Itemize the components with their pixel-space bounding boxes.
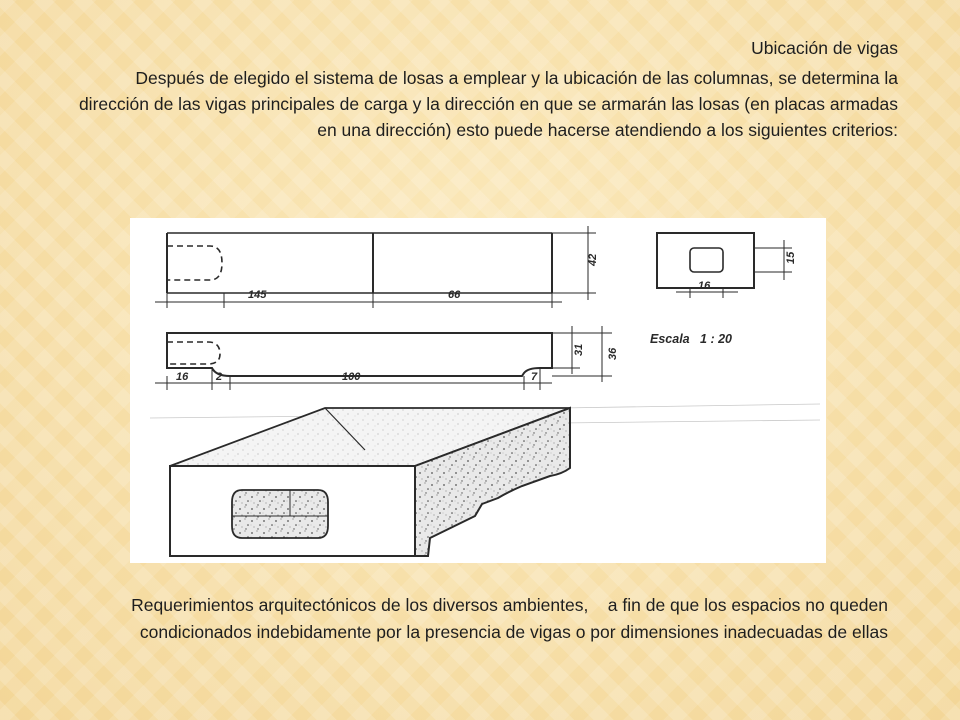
slide-title: Ubicación de vigas [751, 38, 898, 58]
beam-technical-drawing [130, 218, 826, 563]
dim-label-36: 36 [607, 347, 619, 360]
elevation-bottom-view [155, 326, 612, 390]
dim-label-2: 2 [216, 371, 223, 383]
dim-label-42: 42 [587, 253, 599, 266]
dim-label-15: 15 [785, 251, 797, 264]
criteria-paragraph: Requerimientos arquitectónicos de los diversos ambientes, a fin de que los espacios no queden condicionados indebidamente por la presencia de vigas o por dimensiones inadecuadas de ellas [131, 595, 893, 642]
cross-section-view [657, 233, 792, 298]
dim-label-7: 7 [531, 371, 538, 383]
dim-label-16-section: 16 [698, 280, 711, 292]
dim-label-145: 145 [248, 289, 267, 301]
scale-label: Escala 1 : 20 [650, 332, 733, 346]
dim-label-66: 66 [448, 289, 461, 301]
isometric-beam-view [170, 408, 570, 556]
dim-label-100: 100 [342, 371, 361, 383]
dim-label-31: 31 [573, 343, 585, 356]
intro-paragraph: Después de elegido el sistema de losas a emplear y la ubicación de las columnas, se determina la dirección de las vigas principales de carga y la dirección en que se armarán las losas (en placas armadas en una dirección) esto puede hacerse atendiendo a los siguientes criterios: [78, 68, 898, 140]
dim-label-16: 16 [176, 371, 189, 383]
elevation-top-view [155, 226, 596, 308]
